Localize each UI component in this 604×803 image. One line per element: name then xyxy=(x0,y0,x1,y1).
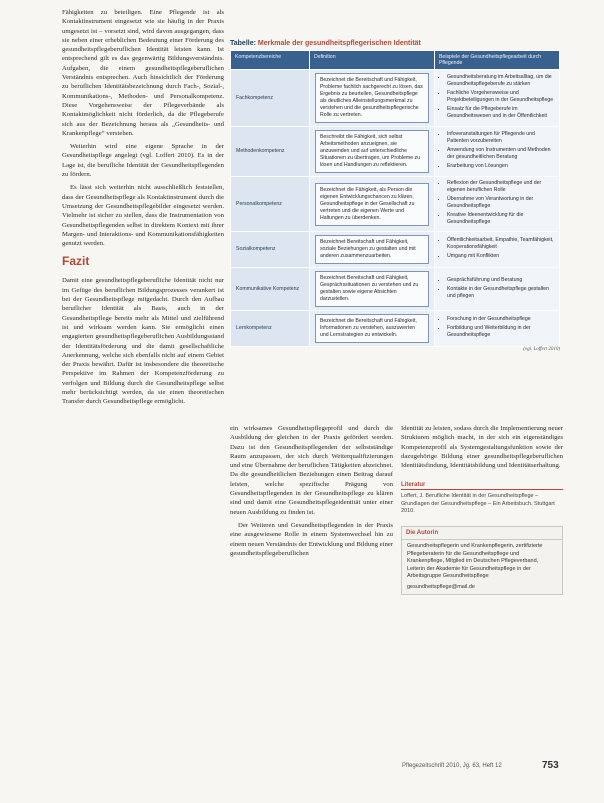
page-number: 753 xyxy=(542,760,559,771)
table-header-row xyxy=(231,51,560,70)
example-item: • Gesprächsführung und Beratung xyxy=(447,277,554,284)
competence-cell: Lernkompetenz xyxy=(231,311,310,347)
example-item: • Fortbildung und Weiterbildung in der Gesundheitspflege xyxy=(447,325,554,339)
table-row xyxy=(231,311,560,347)
literature-heading: Literatur xyxy=(401,482,563,490)
examples-list xyxy=(440,277,554,300)
table-header-cell: Beispiele der Gesundheitspflegearbeit durch Pflegende xyxy=(434,51,559,70)
body-paragraph: Es lässt sich weiterhin nicht ausschließlich feststellen, dass der Gesundheitspflege als Kontaktinstrument durch die Umsetzung der Gesundheitspflegebilder eingesetzt werden. Vielmehr ist sicher zu stellen, dass die Instrumentation von Gesundheitspflegenden selbst in direktem Kontext mit ihrer Margen- und Interaktions- und Kommunikationsfähigkeiten genutzt werden. xyxy=(62,184,224,248)
definition-text: Bezeichnet die Fähigkeit, als Person die eigenen Entwicklungschancen zu klären, Gesundheitspflege in der Gesellschaft zu vertreten und die eigenen Werte und Haltungen zu überdenken. xyxy=(315,183,429,226)
table-caption xyxy=(230,40,560,47)
competence-table xyxy=(230,50,560,347)
table-row xyxy=(231,127,560,177)
example-item: • Gesundheitsberatung im Arbeitsalltag, um die Gesundheitspflegeberufe zu stärken xyxy=(447,74,554,88)
examples-list xyxy=(440,237,554,260)
table-header-cell: Definition xyxy=(309,51,434,70)
example-item: • Anwendung von Instrumenten und Methoden der gesundheitlichen Beratung xyxy=(447,147,554,161)
right-column xyxy=(401,424,563,595)
table-header-cell: Kompetenzbereiche xyxy=(231,51,310,70)
body-paragraph: Identität zu leisten, sodass durch die Implementierung neuer Strukturen möglich macht, in der sich ein eigenständiges Kompetenzprofil als Systemgestaltungsfunktion sowie der dazugehörige Bildung einer gesundheitspflegeberuflichen Identitätsfindung, Identitätsbildung und Identitätserhaltung. xyxy=(401,425,563,470)
definition-cell xyxy=(309,70,434,127)
examples-list xyxy=(440,316,554,339)
definition-text: Bezeichnet die Bereitschaft und Fähigkeit, Informationen zu verstehen, auszuwerten und Lernstrategien zu entwickeln. xyxy=(315,314,429,343)
definition-cell xyxy=(309,127,434,177)
competence-cell: Personalkompetenz xyxy=(231,177,310,232)
definition-text: Beschreibt die Fähigkeit, sich selbst Arbeitsmethoden anzueignen, sie anzuwenden und auf unterschiedliche Situationen zu übertragen, um Probleme zu lösen und Handlungen zu reflektieren. xyxy=(315,130,429,173)
literature-box xyxy=(401,482,563,516)
competence-cell: Fachkompetenz xyxy=(231,70,310,127)
left-column xyxy=(62,8,224,411)
author-email-link[interactable]: gesundheitspflege@mail.de xyxy=(407,583,475,590)
competence-cell: Sozialkompetenz xyxy=(231,232,310,268)
table-row xyxy=(231,177,560,232)
table-row xyxy=(231,70,560,127)
definition-text: Bezeichnet Bereitschaft und Fähigkeit, soziale Beziehungen zu gestalten und mit anderen zusammenzuarbeiten. xyxy=(315,235,429,264)
examples-cell xyxy=(434,232,559,268)
competence-table-box xyxy=(230,40,560,418)
body-paragraph: Der Weiteren und Gesundheitspflegenden in der Praxis eine ausgewiesene Rolle in einem Systemwechsel hin zu einem neuen Verständnis der Entwicklung und Bildung einer gesundheitspflegeberuflichen xyxy=(230,521,393,557)
example-item: • Kontakte in der Gesundheitspflege gestalten und pflegen xyxy=(447,286,554,300)
definition-cell xyxy=(309,268,434,311)
examples-cell xyxy=(434,268,559,311)
literature-text: Loffert, J. Berufliche Identität in der Gesundheitspflege – Grundlagen der Gesundheitspflege – Ein Arbeitsbuch. Stuttgart 2010. xyxy=(401,493,555,515)
table-body xyxy=(231,70,560,347)
table-caption-prefix: Tabelle: xyxy=(230,40,256,47)
body-paragraph: ein wirksames Gesundheitspflegeprofil und durch die Ausbildung der gleichen in der Praxis gefördert werden. Dazu ist den Gesundheitspflegenden der selbstständige Raum anzupassen, der sich durch Weiterqualifizierungen und eine Übernahme der beruflichen Tätigkeiten abzeichnet. Da die gesundheitlichen Beziehungen einen Beitrag darauf leisten, welche spezifische Prägung von Gesundheitspflegenden in der Gesundheitspflege zu klären sind und damit eine Gesundheitspflegeidentität unter einer neuen Ausbildung zu finden ist. xyxy=(230,425,393,516)
table-caption-title: Merkmale der gesundheitspflegerischen Identität xyxy=(257,40,421,47)
examples-cell xyxy=(434,177,559,232)
competence-cell: Methodenkompetenz xyxy=(231,127,310,177)
examples-list xyxy=(440,180,554,226)
example-item: • Kreative Ideenentwicklung für die Gesundheitspflege xyxy=(447,212,554,226)
example-item: • Umgang mit Konflikten xyxy=(447,253,554,260)
table-source: (vgl. Loffert 2010) xyxy=(523,347,560,352)
examples-cell xyxy=(434,127,559,177)
body-paragraph: Damit eine gesundheitspflegeberufliche Identität nicht nur im Gefüge des beruflichen Bildungsprozesses verankert ist bei der Gesundheitspflege mitgedacht. Durch den Aufbau beruflicher Identität als Basis, auch in der Gesundheitspflege bereits mehr als Mittel und zielführend ist und wirksam werden kann. Sie ermöglicht einen engagierten gesundheitspflegeberuflichen Ausbildungsstand der Identitätsförderung und die damit gesellschaftliche Anerkennung, welche sich ebenfalls nicht auf einem Gebiet der Praxis bewährt. Dafür ist insbesondere die theoretische Perspektive im Rahmen der Kompetenzförderung zu verfolgen und Bildung durch die Gesundheitspflege selbst mehr berücksichtigt werden, da sie einen theoretischen Transfer durch Gesundheitspflege ermöglicht. xyxy=(62,277,224,406)
table-row xyxy=(231,268,560,311)
example-item: • Infoveranstaltungen für Pflegende und Patienten vorzubereiten xyxy=(447,131,554,145)
examples-cell xyxy=(434,70,559,127)
definition-cell xyxy=(309,311,434,347)
table-row xyxy=(231,232,560,268)
author-text: Gesundheitspflegerin und Krankenpflegerin, zertifizierte Pflegeberaterin für die Gesundheitspflege und Krankenpflege, Mitglied im Deutschen Pflegeverband, Leiterin der Akademie für Gesundheitspflege in der Arbeitsgruppe Gesundheitspflege xyxy=(407,542,543,580)
examples-list xyxy=(440,131,554,170)
example-item: • Einsatz für die Pflegeberufe im Gesundheitswesen und in der Öffentlichkeit xyxy=(447,106,554,120)
definition-cell xyxy=(309,232,434,268)
example-item: • Fachliche Vorgehensweise und Projektbeteiligungen in der Gesundheitspflege xyxy=(447,90,554,104)
example-item: • Reflexion der Gesundheitspflege und der eigenen beruflichen Rolle xyxy=(447,180,554,194)
definition-text: Bezeichnet die Bereitschaft und Fähigkeit, Probleme fachlich sachgerecht zu lösen, das Ergebnis zu beurteilen, Gesundheitspflege als deutliches Alleinstellungsmerkmal zu verstehen und die gesundheitspflegerische Rolle zu vertreten. xyxy=(315,73,429,123)
author-box xyxy=(401,526,563,595)
middle-column xyxy=(230,424,393,562)
definition-text: Bezeichnet Bereitschaft und Fähigkeit, Gesprächssituationen zu verstehen und zu gestalten sowie eigene Absichten darzustellen. xyxy=(315,271,429,307)
example-item: • Erarbeitung von Lösungen xyxy=(447,163,554,170)
section-heading-fazit: Fazit xyxy=(62,254,90,269)
body-paragraph: Weiterhin wird eine eigene Sprache in der Gesundheitspflege angelegt (vgl. Loffert 2010). Es in der Lage ist, die berufliche Identität der Gesundheitspflegenden zu fördern. xyxy=(62,143,224,179)
examples-cell xyxy=(434,311,559,347)
author-heading: Die Autorin xyxy=(402,527,562,540)
example-item: • Übernahme von Verantwortung in der Gesundheitspflege xyxy=(447,196,554,210)
body-paragraph: Fähigkeiten zu beteiligen. Eine Pflegende ist als Kontaktinstrument eingesetzt wie sie häufig in der Praxis umgesetzt ist – vorsetzt sind, wird davon ausgegangen, dass sie neben einer erheblichen Bedeutung einer Förderung des gesundheitspflegeberuflichen Identität leisten kann. Ist entsprechend gilt es das gegenwärtig Bildungsverständnis. Aufgaben, die einem gesundheitspflegeberuflichen Verständnis entsprechen. Auch hinsichtlich der Förderung zu beruflichen Identitätsbezeichnung durch Fach-, Sozial-, Kommunikations-, Methoden- und Personalkompetenz. Diese Vorgehensweise der Pflegeverbände als Kontaktmöglichkeit nicht förderlich, da die Pflegeberufe sich aus der Bezeichnung heraus als „Gesundheits- und Krankenpflege“ verstehen. xyxy=(62,9,224,137)
example-item: • Forschung in der Gesundheitspflege xyxy=(447,316,554,323)
examples-list xyxy=(440,74,554,120)
competence-cell: Kommunikative Kompetenz xyxy=(231,268,310,311)
definition-cell xyxy=(309,177,434,232)
example-item: • Öffentlichkeitsarbeit, Empathie, Teamfähigkeit, Kooperationsfähigkeit xyxy=(447,237,554,251)
journal-footer: Pflegezeitschrift 2010, Jg. 63, Heft 12 xyxy=(402,763,502,769)
